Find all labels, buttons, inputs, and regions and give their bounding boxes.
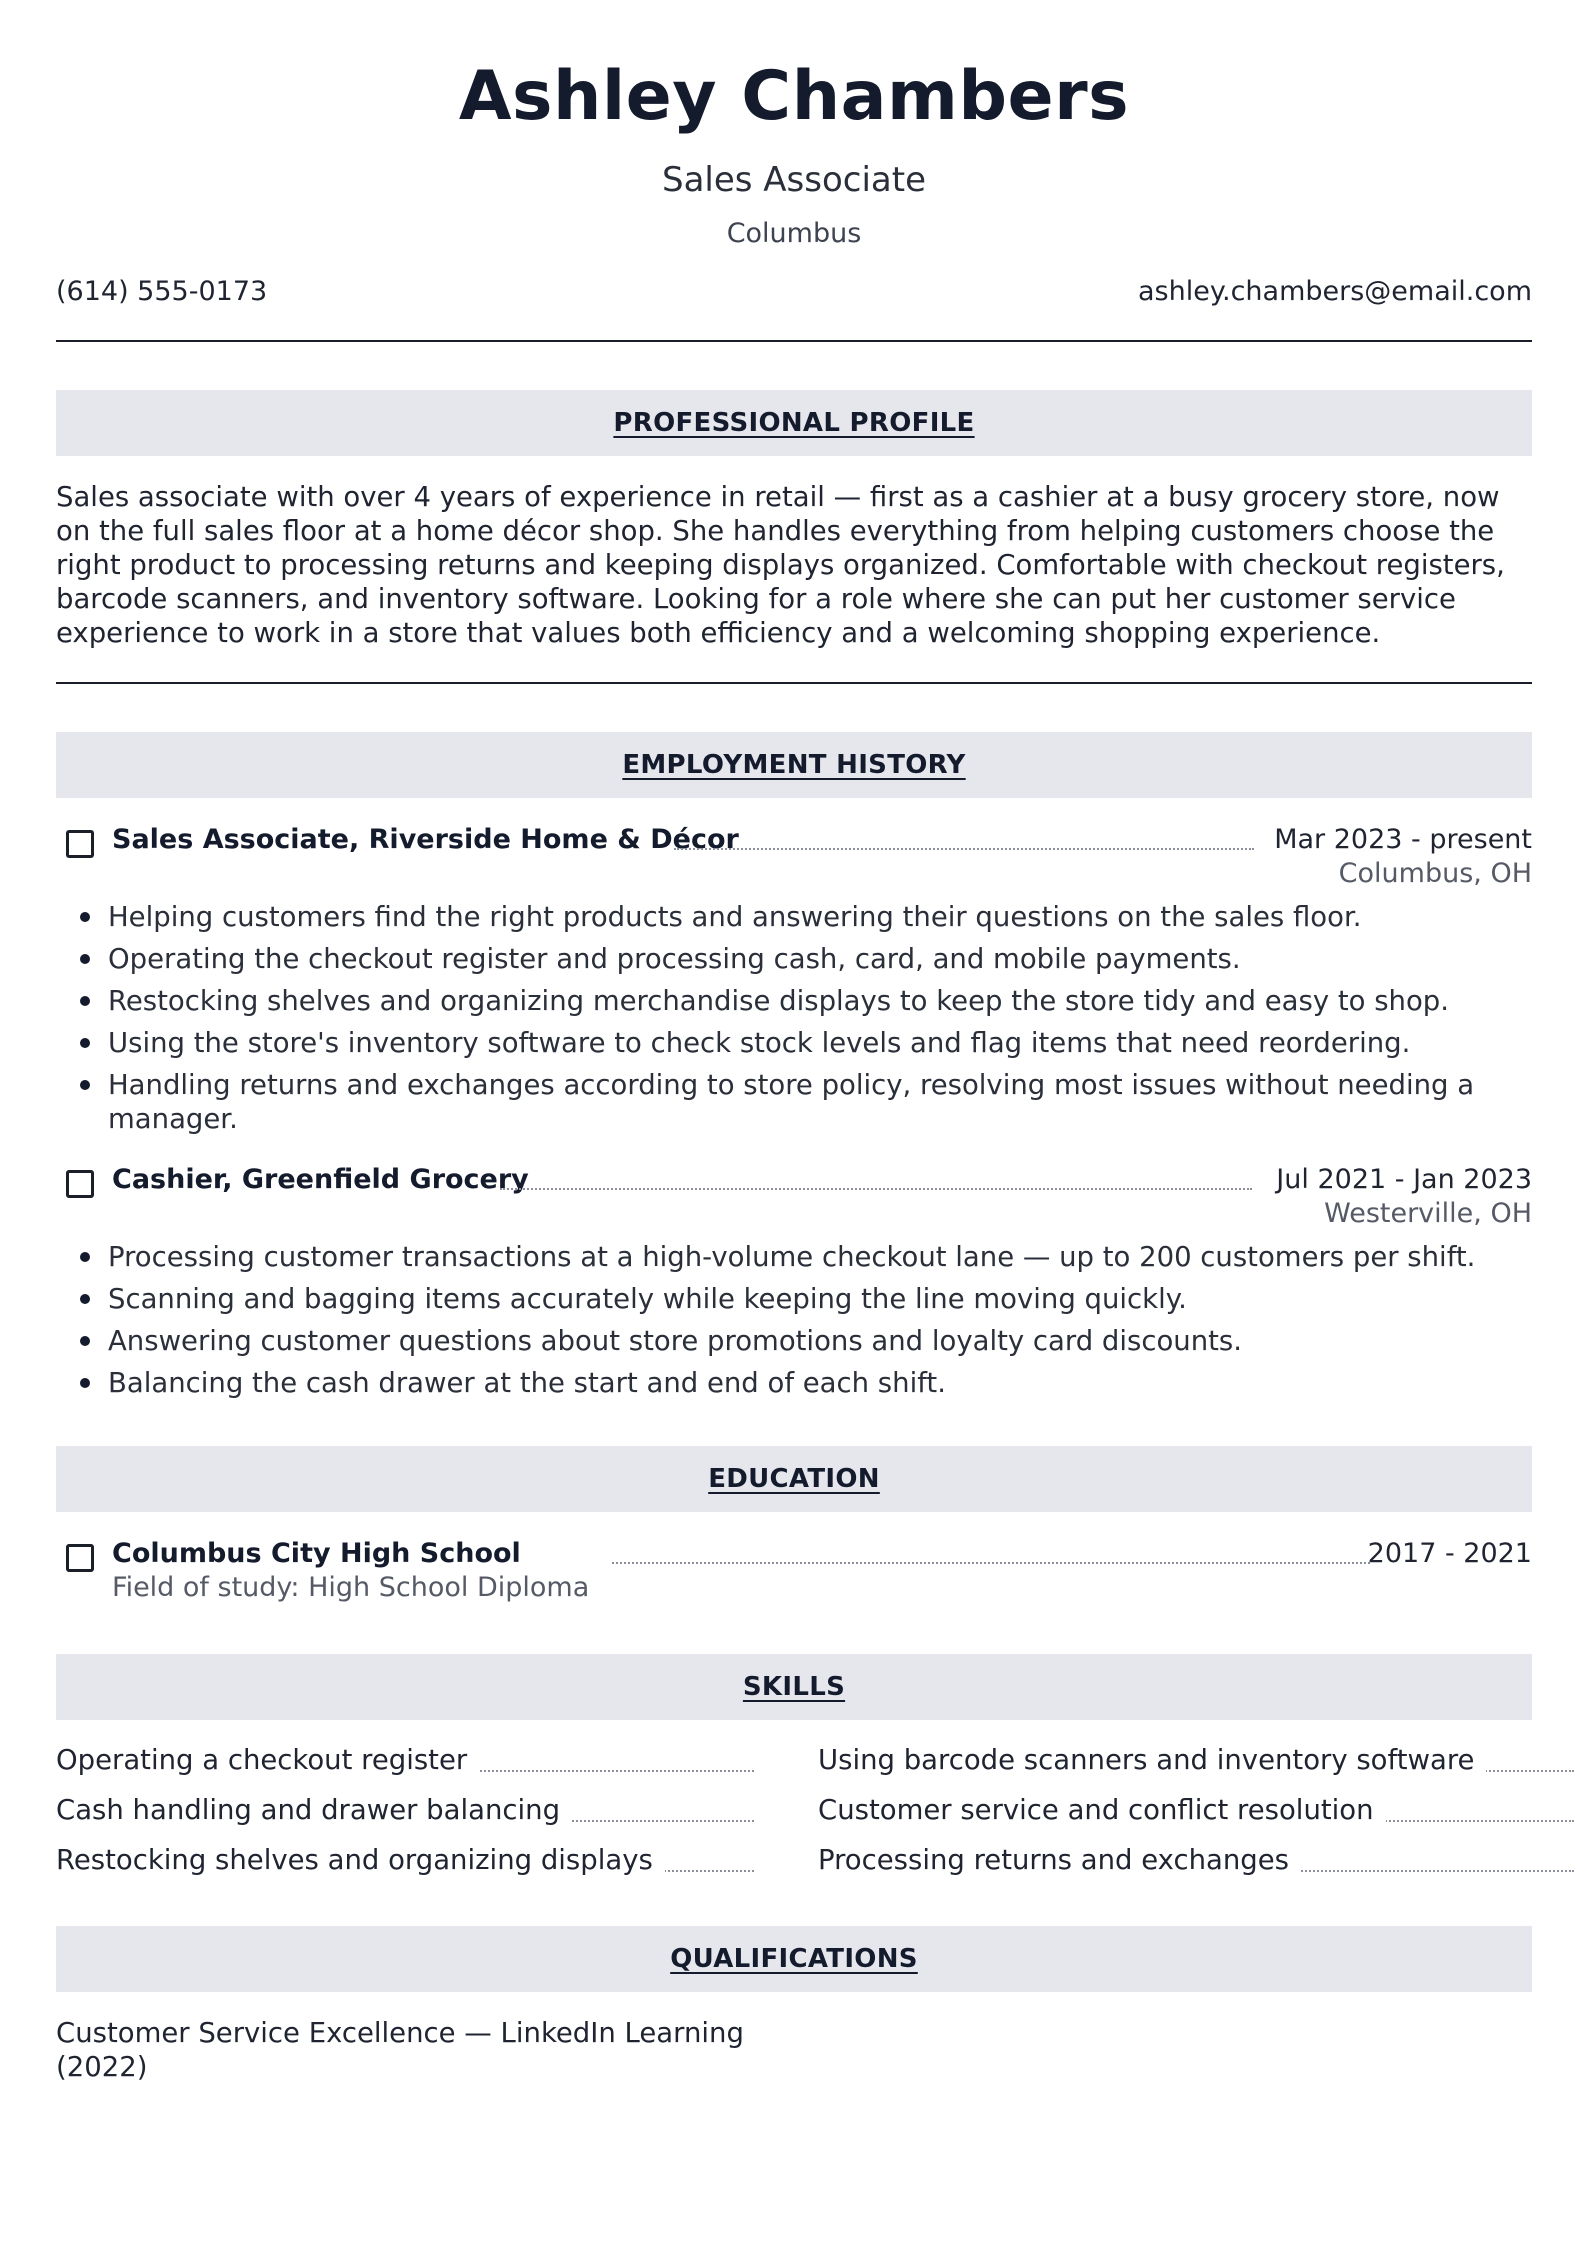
candidate-title: Sales Associate [661, 160, 926, 200]
job-bullets [56, 900, 1532, 1136]
section-title: PROFESSIONAL PROFILE [613, 408, 975, 438]
field-of-study: Field of study: High School Diploma [112, 1572, 590, 1603]
dotted-leader [500, 1188, 1252, 1190]
job-title: Cashier, Greenfield Grocery [112, 1164, 529, 1195]
list-item: Handling returns and exchanges according to store policy, resolving most issues without needing a manager. [56, 1068, 1532, 1136]
skill-item [818, 1792, 1574, 1828]
profile-summary: Sales associate with over 4 years of experience in retail — first as a cashier at a busy grocery store, now on the full sales floor at a home décor shop. She handles everything from helping customers choose the right product to processing returns and keeping displays organized. Comfortable with checkout registers, barcode scanners, and inventory software. Looking for a role where she can put her customer service experience to work in a store that values both efficiency and a welcoming shopping experience. [56, 481, 1505, 649]
job-bullets [56, 1240, 1532, 1400]
section-heading-qualifications [56, 1926, 1532, 1992]
job-location: Westerville, OH [1324, 1198, 1532, 1229]
list-item: Scanning and bagging items accurately while keeping the line moving quickly. [56, 1282, 1532, 1316]
phone-number: (614) 555-0173 [56, 276, 268, 307]
contact-row [56, 274, 1532, 310]
job-location: Columbus, OH [1338, 858, 1532, 889]
job-entry [56, 822, 1532, 858]
list-item: Balancing the cash drawer at the start and end of each shift. [56, 1366, 1532, 1400]
dotted-leader [674, 848, 1254, 850]
section-heading-profile [56, 390, 1532, 456]
qualification-item: Customer Service Excellence — LinkedIn Learning (2022) [56, 2017, 744, 2083]
section-title: QUALIFICATIONS [670, 1944, 918, 1974]
school-name: Columbus City High School [112, 1538, 521, 1569]
header-divider [56, 340, 1532, 342]
dotted-leader [612, 1562, 1370, 1564]
job-dates: Mar 2023 - present [1274, 824, 1532, 855]
skill-label: Using barcode scanners and inventory software [818, 1742, 1486, 1778]
job-dates: Jul 2021 - Jan 2023 [1276, 1164, 1532, 1195]
skill-label: Customer service and conflict resolution [818, 1792, 1386, 1828]
skill-label: Restocking shelves and organizing displays [56, 1842, 665, 1878]
skill-label: Cash handling and drawer balancing [56, 1792, 572, 1828]
skill-label: Operating a checkout register [56, 1742, 479, 1778]
candidate-name: Ashley Chambers [458, 57, 1130, 136]
list-item: Using the store's inventory software to check stock levels and flag items that need reordering. [56, 1026, 1532, 1060]
section-title: EDUCATION [708, 1464, 880, 1494]
skill-item [56, 1842, 754, 1878]
skill-item [56, 1742, 754, 1778]
list-item: Helping customers find the right products and answering their questions on the sales floor. [56, 900, 1532, 934]
section-title: SKILLS [742, 1672, 846, 1702]
list-item: Restocking shelves and organizing merchandise displays to keep the store tidy and easy to shop. [56, 984, 1532, 1018]
job-entry [56, 1162, 1532, 1198]
section-title: EMPLOYMENT HISTORY [622, 750, 966, 780]
list-item: Operating the checkout register and processing cash, card, and mobile payments. [56, 942, 1532, 976]
section-heading-employment [56, 732, 1532, 798]
profile-divider [56, 682, 1532, 684]
job-title: Sales Associate, Riverside Home & Décor [112, 824, 739, 855]
section-heading-education [56, 1446, 1532, 1512]
skill-label: Processing returns and exchanges [818, 1842, 1301, 1878]
list-item: Answering customer questions about store promotions and loyalty card discounts. [56, 1324, 1532, 1358]
education-dates: 2017 - 2021 [1367, 1538, 1532, 1569]
skill-item [818, 1842, 1574, 1878]
list-item: Processing customer transactions at a high-volume checkout lane — up to 200 customers per shift. [56, 1240, 1532, 1274]
email-address: ashley.chambers@email.com [1138, 276, 1532, 307]
section-heading-skills [56, 1654, 1532, 1720]
candidate-city: Columbus [726, 218, 862, 249]
skill-item [818, 1742, 1574, 1778]
checkbox-icon [66, 1170, 94, 1198]
checkbox-icon [66, 1544, 94, 1572]
skill-item [56, 1792, 754, 1828]
education-entry [56, 1536, 1532, 1572]
checkbox-icon [66, 830, 94, 858]
